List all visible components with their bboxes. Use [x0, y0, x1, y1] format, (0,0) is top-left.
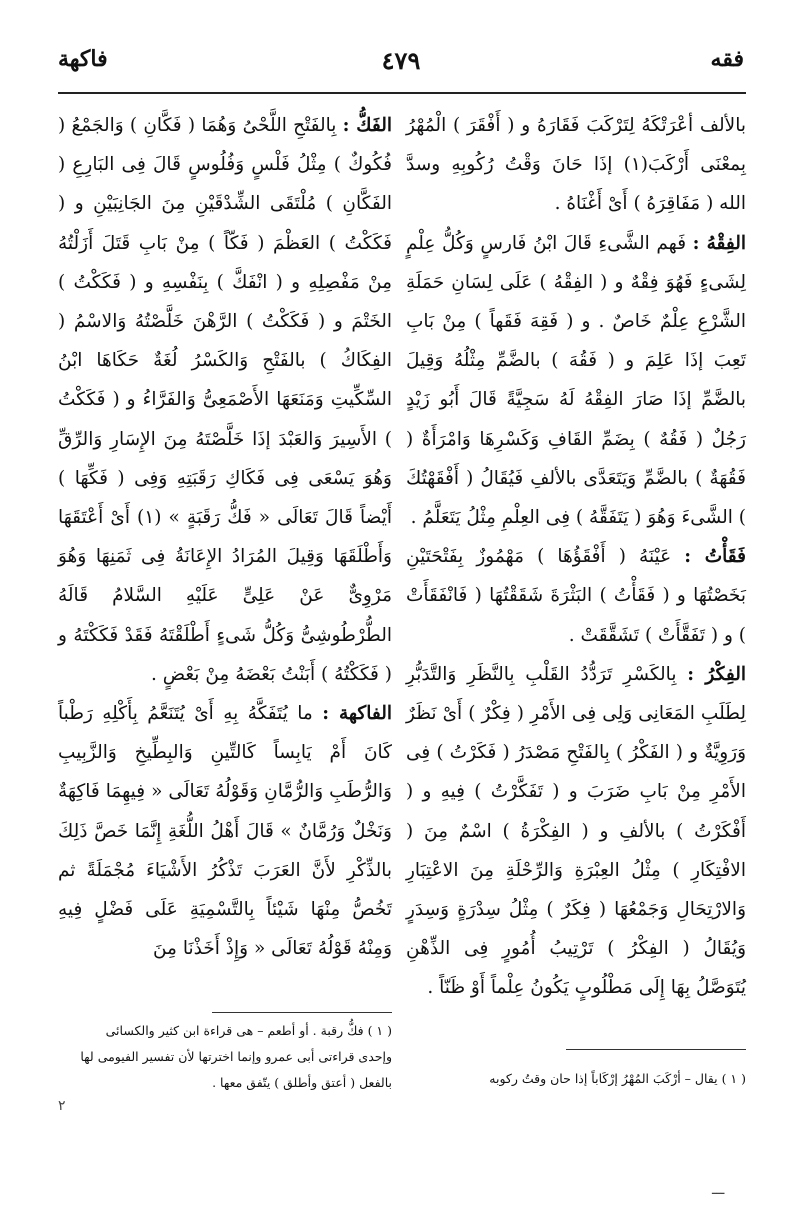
definition-fakiha: ما يُتَفَكَّهُ بِهِ أَىْ يُتَنَعَّمُ بِأَكْلِهِ رَطْباً كَانَ أَمْ يَابِساً كَالتِّينِ وَالبِطِّيخِ وَالزَّبِيبِ وَالرُّطَبِ وَالرُّمَّانِ وَقَوْلُهُ تَعَالَى « فِيهِمَا فَاكِهَةٌ وَنَخْلٌ وَرُمَّانٌ » قَالَ أَهْلُ اللُّغَةِ إِنَّمَا خَصَّ ذَلِكَ بالذِّكْرِ لأَنَّ العَرَبَ تَذْكُرُ الأَشْيَاءَ مُجْمَلَةً ثم تَخُصُّ مِنْهَا شَيْئاً بِالتَّسْمِيَةِ عَلَى فَضْلٍ فِيهِ وَمِنْهُ قَوْلُهُ تَعَالَى « وَإِذْ أَخَذْنَا مِنَ [58, 703, 392, 960]
entry-fakk [58, 106, 392, 694]
entry-faqaat [406, 537, 746, 655]
header-rule [58, 92, 746, 94]
page-header [58, 46, 744, 86]
entry-fiqh [406, 224, 746, 538]
running-head-left: فاكهة [58, 46, 108, 72]
headword-fikr: الفِكْرُ : [687, 663, 746, 685]
headword-faqaat: فَقَأْتُ : [684, 546, 746, 568]
definition-fiqh: فَهم الشَّىءِ قَالَ ابْنُ فَارسٍ وَكُلُّ عِلْمٍ لِشَىءٍ فَهُوَ فِقْهٌ و ( الفِقْهُ ) عَلَى لِسَانِ حَمَلَةِ الشَّرْعِ عِلْمٌ خَاصٌ . و ( فَقِهَ فَقَهاً ) مِنْ بَابِ تَعِبَ إذَا عَلِمَ و ( فَقُهَ ) بالضَّمِّ مِثْلُهُ وَقِيلَ بالضَّمِّ إذَا صَارَ الفِقْهُ لَهُ سَجِيَّةً قَالَ أَبُو زَيْدٍ رَجُلٌ ( فَقُهٌ ) بِضَمِّ القَافِ وَكَسْرِهَا وَامْرَأَةٌ ( فَقُهَةٌ ) بالضَّمِّ وَيَتَعَدَّى بالألفِ فَيُقَالُ ( أَفْقَهْتُكَ ) الشَّىءَ وَهُوَ ( يَتَفَقَّهُ ) فِى العِلْمِ مِثْلُ يَتَعَلَّمُ . [406, 232, 746, 529]
margin-mark-left: ٢ [58, 1098, 66, 1114]
footnote-rule-right [566, 1049, 746, 1050]
running-head-right: فقه [710, 46, 744, 72]
page-number: ٤٧٩ [381, 46, 421, 75]
entry-continuation: بالألف أعْرَتْكَهُ لِتَرْكَبَ فَقَارَهُ و ( أَفْقَرَ ) الْمُهْرُ بِمعْنَى أَرْكَبَ(١) إذَا حَانَ وَقْتُ رُكُوبِهِ وسدَّ الله ( مَفَاقِرَهُ ) أَىْ أَغْنَاهُ . [406, 115, 746, 215]
footnote-line: بالفعل ( أعتق وأطلق ) يتّفق معها . [212, 1075, 392, 1090]
footnote-line: ( ١ ) فكُّ رقبة . أو أطعم – هى قراءة ابن كثير والكسائى [105, 1023, 392, 1038]
definition-fikr: بِالكَسْرِ تَرَدُّدُ القَلْبِ بِالنَّظَرِ وَالتَّدَبُّرِ لِطَلَبِ المَعَانِى وَلِى فِى الأَمْرِ ( فِكْرٌ ) أَىْ نَظَرٌ وَرَوِيَّةٌ و ( الفَكْرُ ) بِالفَتْحِ مَصْدَرُ ( فَكَرْتُ ) فِى الأَمْرِ مِنْ بَابِ ضَرَبَ و ( تَفَكَّرْتُ ) فِيهِ و ( أَفْكَرْتُ ) بالألفِ و ( الفِكْرَةُ ) اسْمٌ مِنَ ( الافْتِكَارِ ) مِثْلُ العِبْرَةِ وَالرِّحْلَةِ مِنَ الاعْتِبَارِ وَالارْتِحَالِ وَجَمْعُهَا ( فِكَرٌ ) مِثْلُ سِدْرَةٍ وَسِدَرٍ وَيُقَالُ ( الفِكْرُ ) تَرْتِيبُ أُمُورٍ فِى الذِّهْنِ يُتَوَصَّلُ بِهَا إِلَى مَطْلُوبٍ يَكُونُ عِلْماً أَوْ ظَنّاً . [406, 663, 746, 999]
headword-fiqh: الفِقْهُ : [692, 232, 746, 254]
entry-fikr [406, 655, 746, 1008]
footnote-line: ( ١ ) يقال – أرْكَبَ المُهْرُ إرْكَاباً إذا حان وقتُ ركوبه [489, 1071, 746, 1086]
footnote-line: وإحدى قراءتى أبى عمرو وإنما اخترتها لأن تفسير الفيومى لها [80, 1049, 392, 1064]
right-column [406, 106, 746, 999]
margin-mark-right: ـــ [712, 1182, 725, 1198]
left-column [58, 106, 392, 976]
footnotes-left [58, 1018, 392, 1096]
definition-fakk: بِالفَتْحِ اللَّحْىُ وَهُمَا ( فَكَّانِ ) وَالجَمْعُ ( فُكُوكٌ ) مِثْلُ فَلْسٍ وَفُلُوسٍ قَالَ فِى البَارِعِ ( الفَكَّانِ ) مُلْتَقَى الشِّدْقَيْنِ مِنَ الجَانِبَيْنِ و ( فَكَكْتُ ) العَظْمَ ( فَكّاً ) مِنْ بَابِ قَتَلَ أَزَلْتُهُ مِنْ مَفْصِلِهِ و ( انْفَكَّ ) بِنَفْسِهِ و ( فَكَكْتُ ) الخَتْمَ و ( فَكَكْتُ ) الرَّهْنَ خَلَّصْتُهُ وَالاسْمُ ( الفِكَاكُ ) بالفَتْحِ وَالكَسْرُ لُغَةٌ حَكَاهَا ابْنُ السِّكِّيتِ وَمَنَعَهَا الأَصْمَعِىُّ وَالفَرَّاءُ و ( فَكَكْتُ ) الأَسِيرَ وَالعَبْدَ إذَا خَلَّصْتَهُ مِنَ الإِسَارِ وَالرِّقِّ وَهُوَ يَسْعَى فِى فَكَاكِ رَقَبَتِهِ وَفِى ( فَكِّهَا ) أَيْضاً قَالَ تَعَالَى « فَكُّ رَقَبَةٍ » (١) أَىْ أَعْتَقَهَا وَأَطْلَقَهَا وَقِيلَ المُرَادُ الإِعَانَةُ فِى ثَمَنِهَا وَهُوَ مَرْوِىٌّ عَنْ عَلِىٍّ عَلَيْهِ السَّلامُ قَالَهُ الطُّرْطُوشِىُّ وَكُلُّ شَىءٍ أَطْلَقْتَهُ فَقَدْ فَكَكْتَهُ و ( فَكَكْتُهُ ) أَبَنْتُ بَعْضَهُ مِنْ بَعْضٍ . [58, 115, 392, 685]
headword-fakiha: الفاكهة : [322, 703, 392, 725]
headword-fakk: الفَكُّ : [342, 115, 392, 136]
footnote-rule-left [212, 1012, 392, 1013]
entry-fakiha [58, 694, 392, 968]
definition-faqaat: عَيْنَهُ ( أَفْقَؤُهَا ) مَهْمُوزٌ بِفَتْحَتَيْنِ بَخَصْتُهَا و ( فَقَأْتُ ) البَثْرَةَ شَقَقْتُهَا ( فَانْفَقَأَتْ ) و ( تَفَقَّأَتْ ) تَشَقَّقَتْ . [406, 546, 746, 646]
footnotes-right [406, 1066, 746, 1092]
